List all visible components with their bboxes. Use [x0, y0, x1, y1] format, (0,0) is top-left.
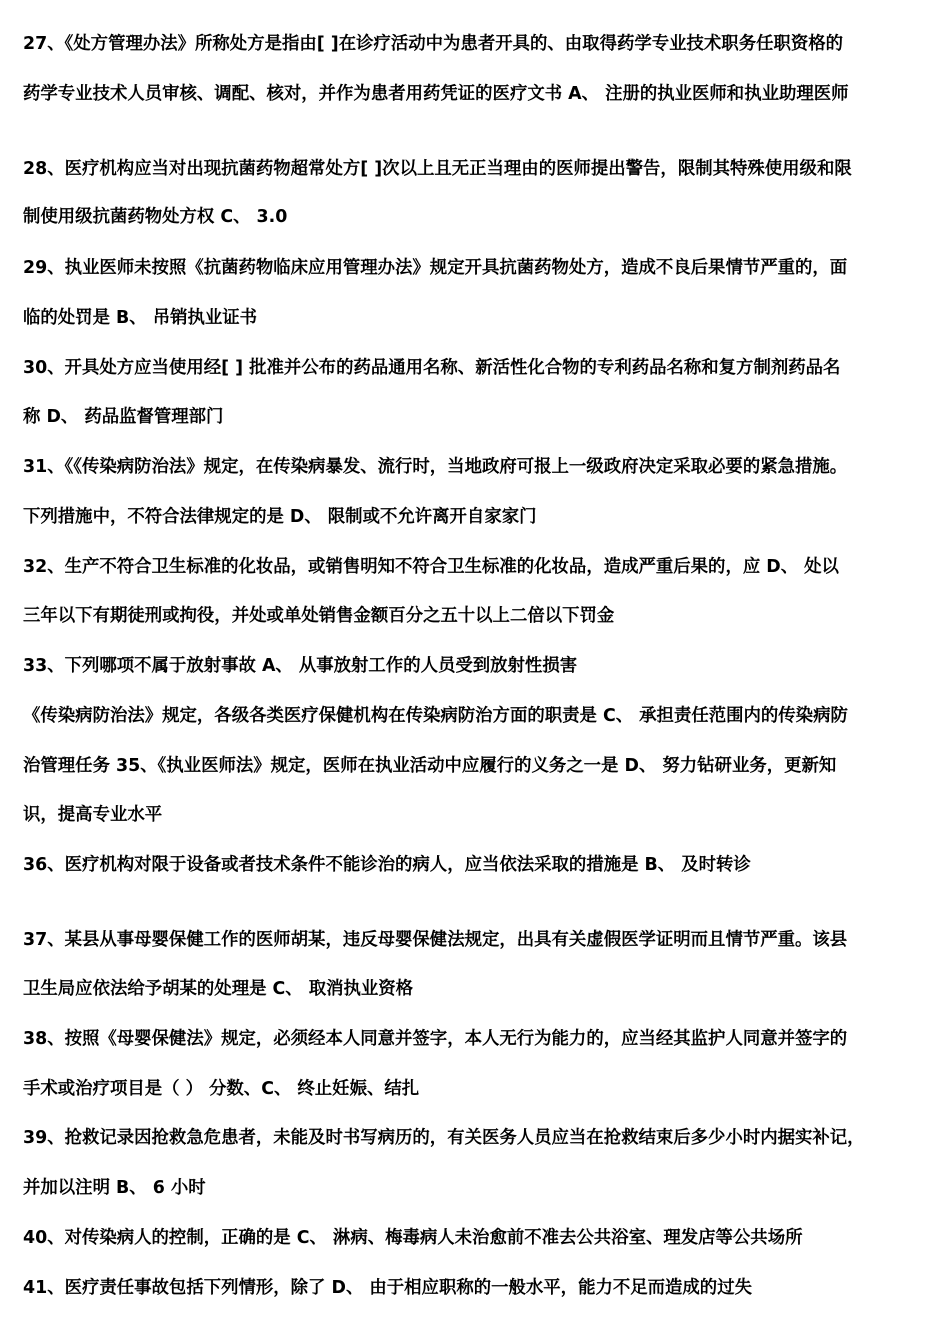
text-line-q38-a: 38、按照《母婴保健法》规定，必须经本人同意并签字，本人无行为能力的，应当经其监护人同意并签字的 — [23, 1029, 848, 1049]
text-line-q41: 41、医疗责任事故包括下列情形，除了 D、 由于相应职称的一般水平，能力不足而造成的过失 — [23, 1278, 752, 1298]
text-line-q39-b: 并加以注明 B、 6 小时 — [23, 1178, 206, 1198]
text-line-q37-b: 卫生局应依法给予胡某的处理是 C、 取消执业资格 — [23, 979, 414, 999]
text-line-q28-b: 制使用级抗菌药物处方权 C、 3.0 — [23, 207, 288, 227]
text-line-q38-b: 手术或治疗项目是（ ） 分数、C、 终止妊娠、结扎 — [23, 1079, 420, 1099]
text-line-q35: 识，提高专业水平 — [23, 805, 163, 825]
text-line-q39-a: 39、抢救记录因抢救急危患者，未能及时书写病历的，有关医务人员应当在抢救结束后多少小时内据实补记， — [23, 1128, 865, 1148]
text-line-q27-b: 药学专业技术人员审核、调配、核对，并作为患者用药凭证的医疗文书 A、 注册的执业医师和执业助理医师 — [23, 84, 849, 104]
text-line-q31-a: 31、《《传染病防治法》规定，在传染病暴发、流行时，当地政府可报上一级政府决定采取必要的紧急措施。 — [23, 457, 848, 477]
text-line-q36: 36、医疗机构对限于设备或者技术条件不能诊治的病人，应当依法采取的措施是 B、 及时转诊 — [23, 855, 751, 875]
text-line-q30-b: 称 D、 药品监督管理部门 — [23, 407, 224, 427]
text-line-q29-b: 临的处罚是 B、 吊销执业证书 — [23, 308, 258, 328]
text-line-q32-b: 三年以下有期徒刑或拘役，并处或单处销售金额百分之五十以上二倍以下罚金 — [23, 606, 615, 626]
text-line-q28-a: 28、医疗机构应当对出现抗菌药物超常处方[ ]次以上且无正当理由的医师提出警告，限制其特殊使用级和限 — [23, 159, 852, 179]
text-line-q34-b: 治管理任务 35、《执业医师法》规定，医师在执业活动中应履行的义务之一是 D、 努力钻研业务，更新知 — [23, 756, 837, 776]
text-line-q37-a: 37、某县从事母婴保健工作的医师胡某，违反母婴保健法规定，出具有关虚假医学证明而且情节严重。该县 — [23, 930, 848, 950]
text-line-q27-a: 27、《处方管理办法》所称处方是指由[ ]在诊疗活动中为患者开具的、由取得药学专业技术职务任职资格的 — [23, 34, 844, 54]
text-line-q31-b: 下列措施中，不符合法律规定的是 D、 限制或不允许离开自家家门 — [23, 507, 537, 527]
text-line-q34-a: 《传染病防治法》规定，各级各类医疗保健机构在传染病防治方面的职责是 C、 承担责任范围内的传染病防 — [23, 706, 848, 726]
text-line-q32-a: 32、生产不符合卫生标准的化妆品，或销售明知不符合卫生标准的化妆品，造成严重后果的，应 D、 处以 — [23, 557, 839, 577]
text-line-q30-a: 30、开具处方应当使用经[ ] 批准并公布的药品通用名称、新活性化合物的专利药品名称和复方制剂药品名 — [23, 358, 841, 378]
text-line-q33: 33、下列哪项不属于放射事故 A、 从事放射工作的人员受到放射性损害 — [23, 656, 578, 676]
text-line-q40: 40、对传染病人的控制，正确的是 C、 淋病、梅毒病人未治愈前不准去公共浴室、理发店等公共场所 — [23, 1228, 803, 1248]
text-line-q29-a: 29、执业医师未按照《抗菌药物临床应用管理办法》规定开具抗菌药物处方，造成不良后果情节严重的，面 — [23, 258, 848, 278]
